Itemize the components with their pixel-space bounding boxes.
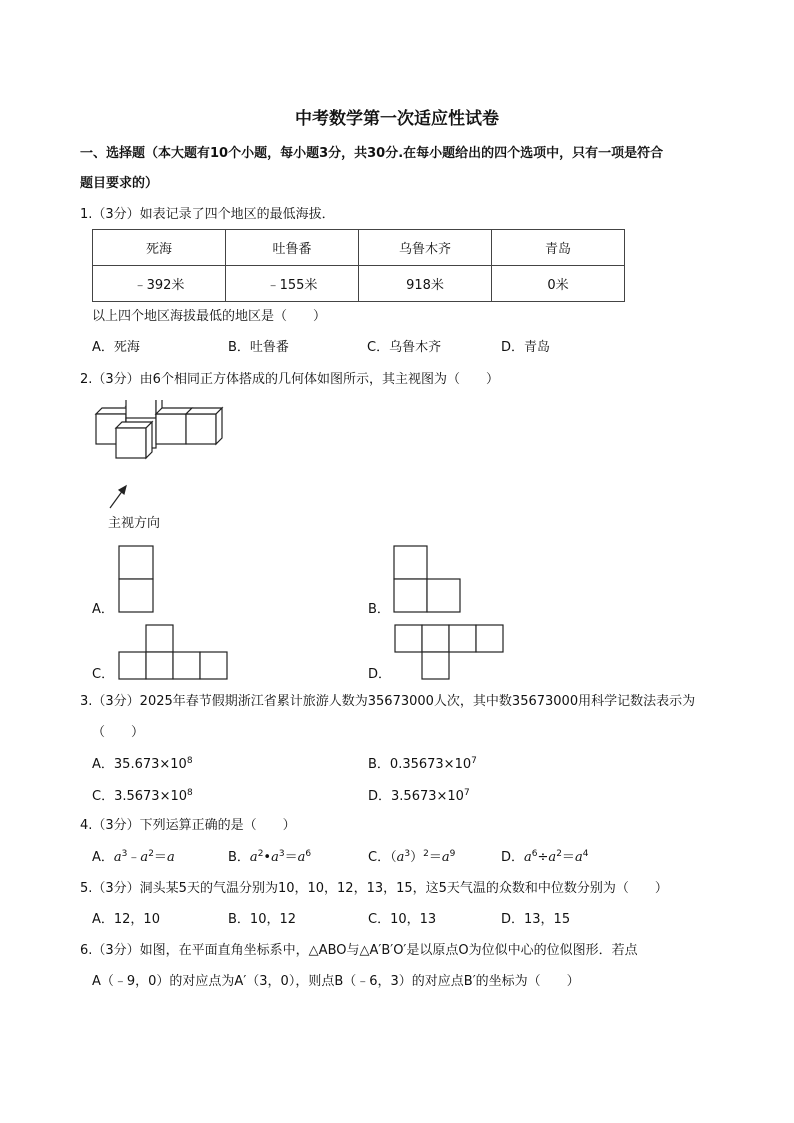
table-header-cell: 乌鲁木齐	[359, 230, 492, 266]
q3-option-b[interactable]: B．$0.35673\times 10^7$	[368, 756, 477, 772]
q1-option-c[interactable]: C．乌鲁木齐	[367, 340, 442, 355]
q4-option-c[interactable]: C．$(a^3)^2=a^9$	[368, 849, 456, 865]
q2-option-d-label[interactable]: D．	[368, 667, 392, 682]
q5-option-c[interactable]: C．10，13	[368, 912, 437, 927]
q1-option-d[interactable]: D．青岛	[501, 340, 551, 355]
page-title: 中考数学第一次适应性试卷	[295, 109, 499, 129]
table-cell: 918米	[359, 266, 492, 302]
q3-stem-line2: （ ）	[92, 725, 145, 740]
q1-prompt: 以上四个地区海拔最低的地区是（ ）	[92, 309, 327, 324]
q3-stem-line1: 3.（3分）2025年春节假期浙江省累计旅游人数为35673000人次，其中数35673000用科学记数法表示为	[80, 694, 696, 709]
q2-option-c-view[interactable]	[118, 624, 228, 680]
table-row	[93, 230, 625, 266]
table-cell: ﹣155米	[226, 266, 359, 302]
q3-option-a[interactable]: A．$35.673\times 10^8$	[92, 756, 193, 772]
q2-option-c-label[interactable]: C．	[92, 667, 115, 682]
table-header-cell: 死海	[93, 230, 226, 266]
q5-option-d[interactable]: D．13，15	[501, 912, 571, 927]
table-cell: ﹣392米	[93, 266, 226, 302]
q5-stem: 5.（3分）洞头某5天的气温分别为10，10，12，13，15，这5天气温的众数和中位数分别为（ ）	[80, 881, 668, 896]
q2-option-b-view[interactable]	[393, 545, 463, 613]
q2-option-a-label[interactable]: A．	[92, 602, 114, 617]
q5-option-b[interactable]: B．10，12	[228, 912, 297, 927]
q5-option-a[interactable]: A．12，10	[92, 912, 160, 927]
section-heading-line1: 一、选择题（本大题有10个小题，每小题3分，共30分.在每小题给出的四个选项中，只有一项是符合	[80, 146, 664, 161]
q2-figure-label: 主视方向	[108, 516, 161, 531]
q1-stem: 1.（3分）如表记录了四个地区的最低海拔．	[80, 207, 335, 222]
altitude-table	[92, 229, 625, 302]
q2-option-a-view[interactable]	[118, 545, 156, 613]
q4-option-d[interactable]: D．$a^6\div a^2=a^4$	[501, 849, 589, 865]
table-header-cell: 吐鲁番	[226, 230, 359, 266]
q2-option-b-label[interactable]: B．	[368, 602, 390, 617]
cube-figure	[90, 400, 240, 510]
q1-option-a[interactable]: A．死海	[92, 340, 140, 355]
q4-option-a[interactable]: A．$a^3﹣a^2=a$	[92, 849, 175, 865]
table-row	[93, 266, 625, 302]
q1-option-b[interactable]: B．吐鲁番	[228, 340, 289, 355]
q6-stem-line2: A（﹣9，0）的对应点为A′（3，0），则点B（﹣6，3）的对应点B′的坐标为（ ）	[92, 974, 580, 989]
q3-option-d[interactable]: D．$3.5673\times 10^7$	[368, 788, 470, 804]
table-cell: 0米	[492, 266, 625, 302]
q3-option-c[interactable]: C．$3.5673\times 10^8$	[92, 788, 193, 804]
q2-stem: 2.（3分）由6个相同正方体搭成的几何体如图所示，其主视图为（ ）	[80, 372, 499, 387]
q4-option-b[interactable]: B．$a^2•a^3=a^6$	[228, 849, 312, 865]
table-header-cell: 青岛	[492, 230, 625, 266]
q6-stem-line1: 6.（3分）如图，在平面直角坐标系中，△ABO与△A′B′O′是以原点O为位似中心的位似图形．若点	[80, 943, 638, 958]
section-heading-line2: 题目要求的）	[80, 176, 159, 191]
q2-option-d-view[interactable]	[394, 624, 506, 680]
q4-stem: 4.（3分）下列运算正确的是（ ）	[80, 818, 296, 833]
